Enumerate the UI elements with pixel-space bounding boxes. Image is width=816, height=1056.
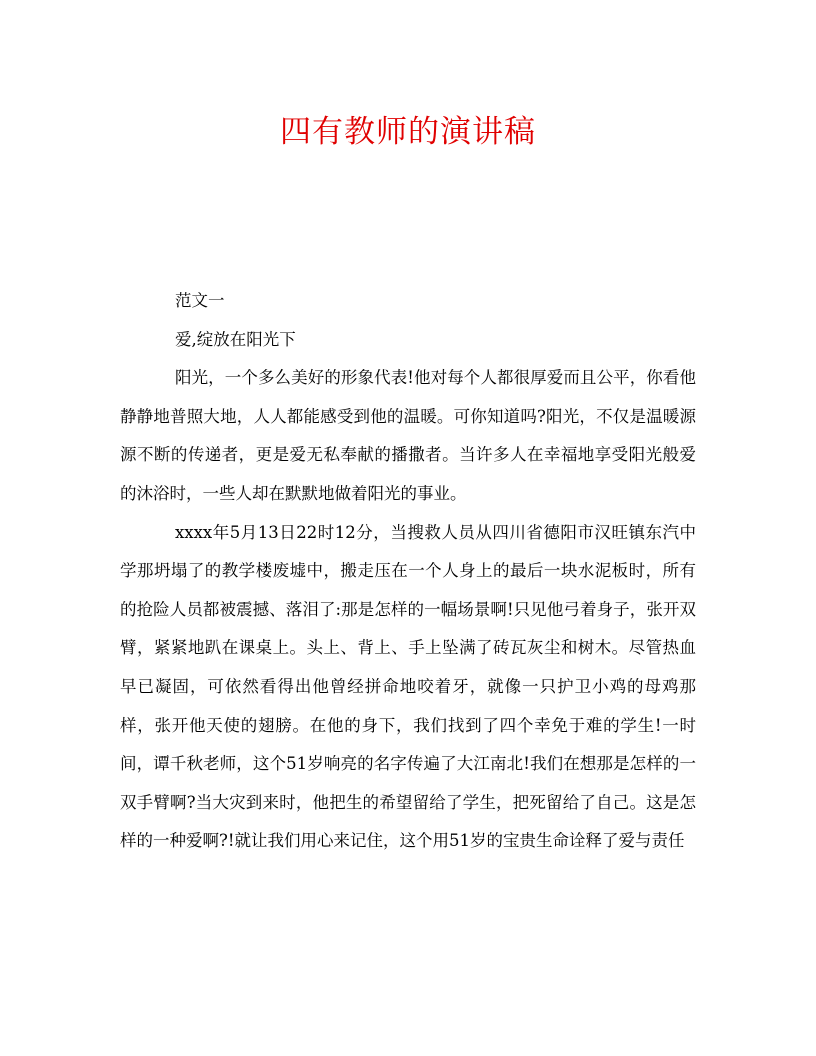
paragraph-2: xxxx年5月13日22时12分，当搜救人员从四川省德阳市汉旺镇东汽中学那坍塌了的教学楼废墟中，搬走压在一个人身上的最后一块水泥板时，所有的抢险人员都被震撼、落泪了:那是怎样的一幅场景啊!只见他弓着身子，张开双臂，紧紧地趴在课桌上。头上、背上、手上坠满了砖瓦灰尘和树木。尽管热血早已凝固，可依然看得出他曾经拼命地咬着牙，就像一只护卫小鸡的母鸡那样，张开他天使的翅膀。在他的身下，我们找到了四个幸免于难的学生!一时间，谭千秋老师，这个51岁响亮的名字传遍了大江南北!我们在想那是怎样的一双手臂啊?当大灾到来时，他把生的希望留给了学生，把死留给了自己。这是怎样的一种爱啊?!就让我们用心来记住，这个用51岁的宝贵生命诠释了爱与责任 (120, 522, 696, 851)
speech-subtitle: 爱,绽放在阳光下 (175, 329, 296, 349)
paragraph-1: 阳光，一个多么美好的形象代表!他对每个人都很厚爱而且公平，你看他静静地普照大地，人人都能感受到他的温暖。可你知道吗?阳光，不仅是温暖源源不断的传递者，更是爱无私奉献的播撒者。当许多人在幸福地享受阳光般爱的沐浴时，一些人却在默默地做着阳光的事业。 (120, 368, 696, 503)
section-label: 范文一 (175, 291, 225, 310)
document-title: 四有教师的演讲稿 (280, 114, 536, 150)
document-body (120, 282, 696, 861)
